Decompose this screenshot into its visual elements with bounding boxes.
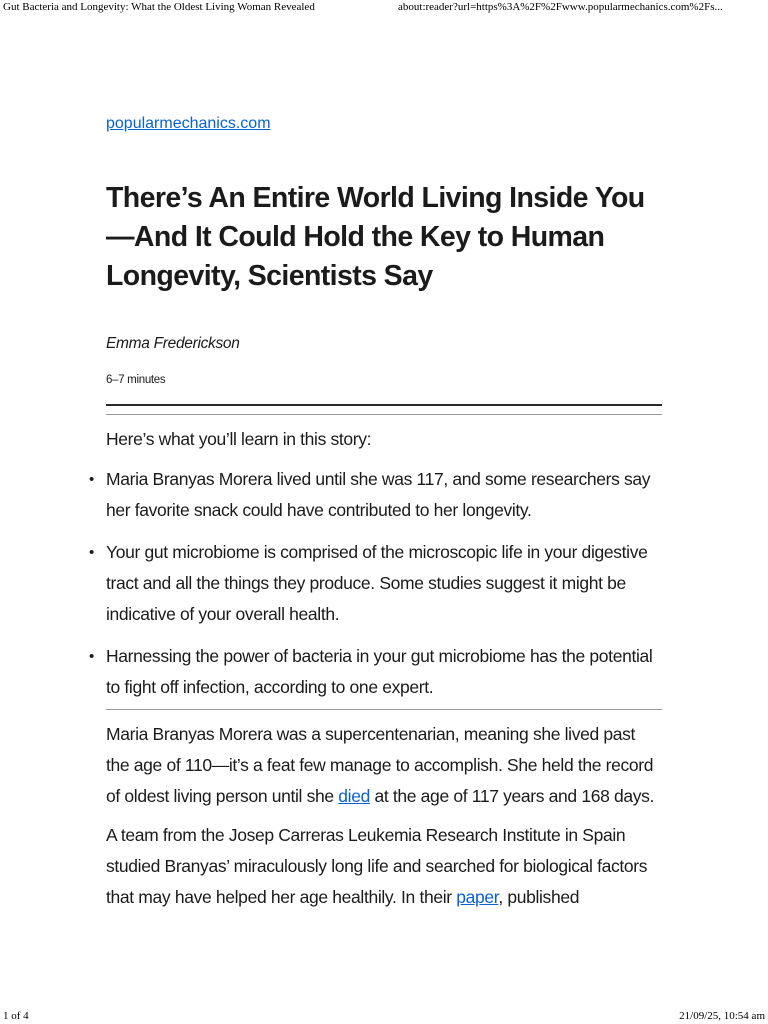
- body-paragraph: [106, 820, 662, 913]
- died-link[interactable]: died: [338, 786, 370, 806]
- author-byline: Emma Frederickson: [106, 335, 240, 352]
- source-domain-link[interactable]: popularmechanics.com: [106, 115, 271, 132]
- reader-article: [89, 113, 662, 913]
- takeaway-text: Your gut microbiome is comprised of the microscopic life in your digestive tract and all the things they produce. Some studies suggest it might be indicative of your overall health.: [106, 542, 648, 624]
- header-divider: [106, 404, 662, 406]
- paragraph-text: at the age of 117 years and 168 days.: [369, 786, 655, 806]
- key-takeaways-list: [89, 464, 662, 703]
- paragraph-text: A team from the Josep Carreras Leukemia Research Institute in Spain studied Branyas’ miraculously long life and searched for biological factors that may have helped her age healthily. In their: [106, 825, 648, 907]
- print-header-title: Gut Bacteria and Longevity: What the Oldest Living Woman Revealed: [3, 1, 315, 13]
- list-item: [89, 641, 662, 703]
- print-footer: [0, 1010, 768, 1024]
- bullet-icon: •: [89, 471, 94, 488]
- bullet-icon: •: [89, 648, 94, 665]
- list-item: [89, 464, 662, 526]
- paper-link[interactable]: paper: [456, 887, 499, 907]
- page-number: 1 of 4: [3, 1010, 29, 1022]
- body-paragraph: [106, 719, 662, 812]
- print-header-url: about:reader?url=https%3A%2F%2Fwww.popularmechanics.com%2Fs...: [398, 1, 723, 13]
- article-title: There’s An Entire World Living Inside You—And It Could Hold the Key to Human Longevity, Scientists Say: [106, 182, 645, 292]
- print-datetime: 21/09/25, 10:54 am: [679, 1010, 765, 1022]
- takeaway-text: Maria Branyas Morera lived until she was 117, and some researchers say her favorite snack could have contributed to her longevity.: [106, 469, 651, 520]
- list-item: [89, 537, 662, 630]
- paragraph-text: Maria Branyas Morera was a supercentenarian, meaning she lived past the age of 110—it’s a feat few manage to accomplish. She held the record of oldest living person until she: [106, 724, 654, 806]
- takeaway-text: Harnessing the power of bacteria in your gut microbiome has the potential to fight off infection, according to one expert.: [106, 646, 653, 697]
- bullet-icon: •: [89, 544, 94, 561]
- paragraph-text: , published: [498, 887, 580, 907]
- section-divider: [106, 709, 662, 710]
- header-divider-thin: [106, 414, 662, 415]
- print-header: [0, 0, 768, 14]
- story-intro: Here’s what you’ll learn in this story:: [106, 429, 372, 449]
- reading-time: 6–7 minutes: [106, 374, 166, 386]
